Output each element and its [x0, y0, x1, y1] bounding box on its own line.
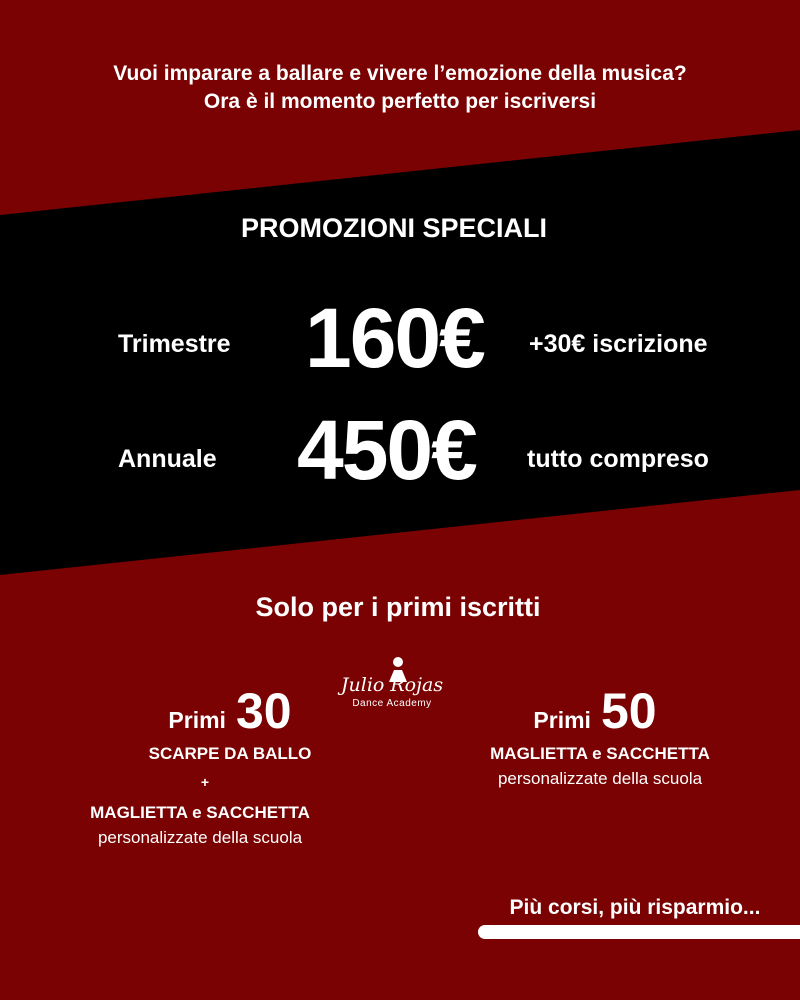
tier-30-number: 30 [235, 683, 292, 739]
logo-subtitle: Dance Academy [352, 698, 432, 709]
early-title: Solo per i primi iscritti [255, 592, 541, 622]
tier-30-line-1: SCARPE DA BALLO [148, 744, 312, 763]
savings-tagline: Più corsi, più risparmio... [509, 896, 761, 919]
tier-30-line-3: personalizzate della scuola [97, 828, 303, 847]
tier-30-plus: + [200, 774, 210, 790]
price-quarterly: 160€ [305, 291, 484, 385]
tier-30-label: Primi [168, 707, 226, 733]
tier-50-number: 50 [600, 683, 657, 739]
intro-line-2: Ora è il momento perfetto per iscriversi [203, 90, 597, 113]
price-annual: 450€ [297, 403, 476, 497]
tier-50-label: Primi [533, 707, 591, 733]
tier-30-line-2: MAGLIETTA e SACCHETTA [90, 803, 310, 822]
note-annual: tutto compreso [527, 445, 709, 473]
tier-50-heading [405, 682, 785, 740]
note-quarterly: +30€ iscrizione [529, 330, 708, 358]
logo-name: Julio Rojas [340, 674, 444, 696]
tier-50-line-1: MAGLIETTA e SACCHETTA [490, 744, 710, 763]
intro-line-1: Vuoi imparare a ballare e vivere l’emozione della musica? [113, 62, 687, 85]
tier-30-heading [40, 682, 420, 740]
plan-label-annual: Annuale [118, 445, 217, 473]
tier-50-line-2: personalizzate della scuola [497, 769, 703, 788]
plan-label-quarterly: Trimestre [118, 330, 231, 358]
promo-title: PROMOZIONI SPECIALI [240, 213, 548, 243]
white-underline-bar [478, 925, 800, 939]
